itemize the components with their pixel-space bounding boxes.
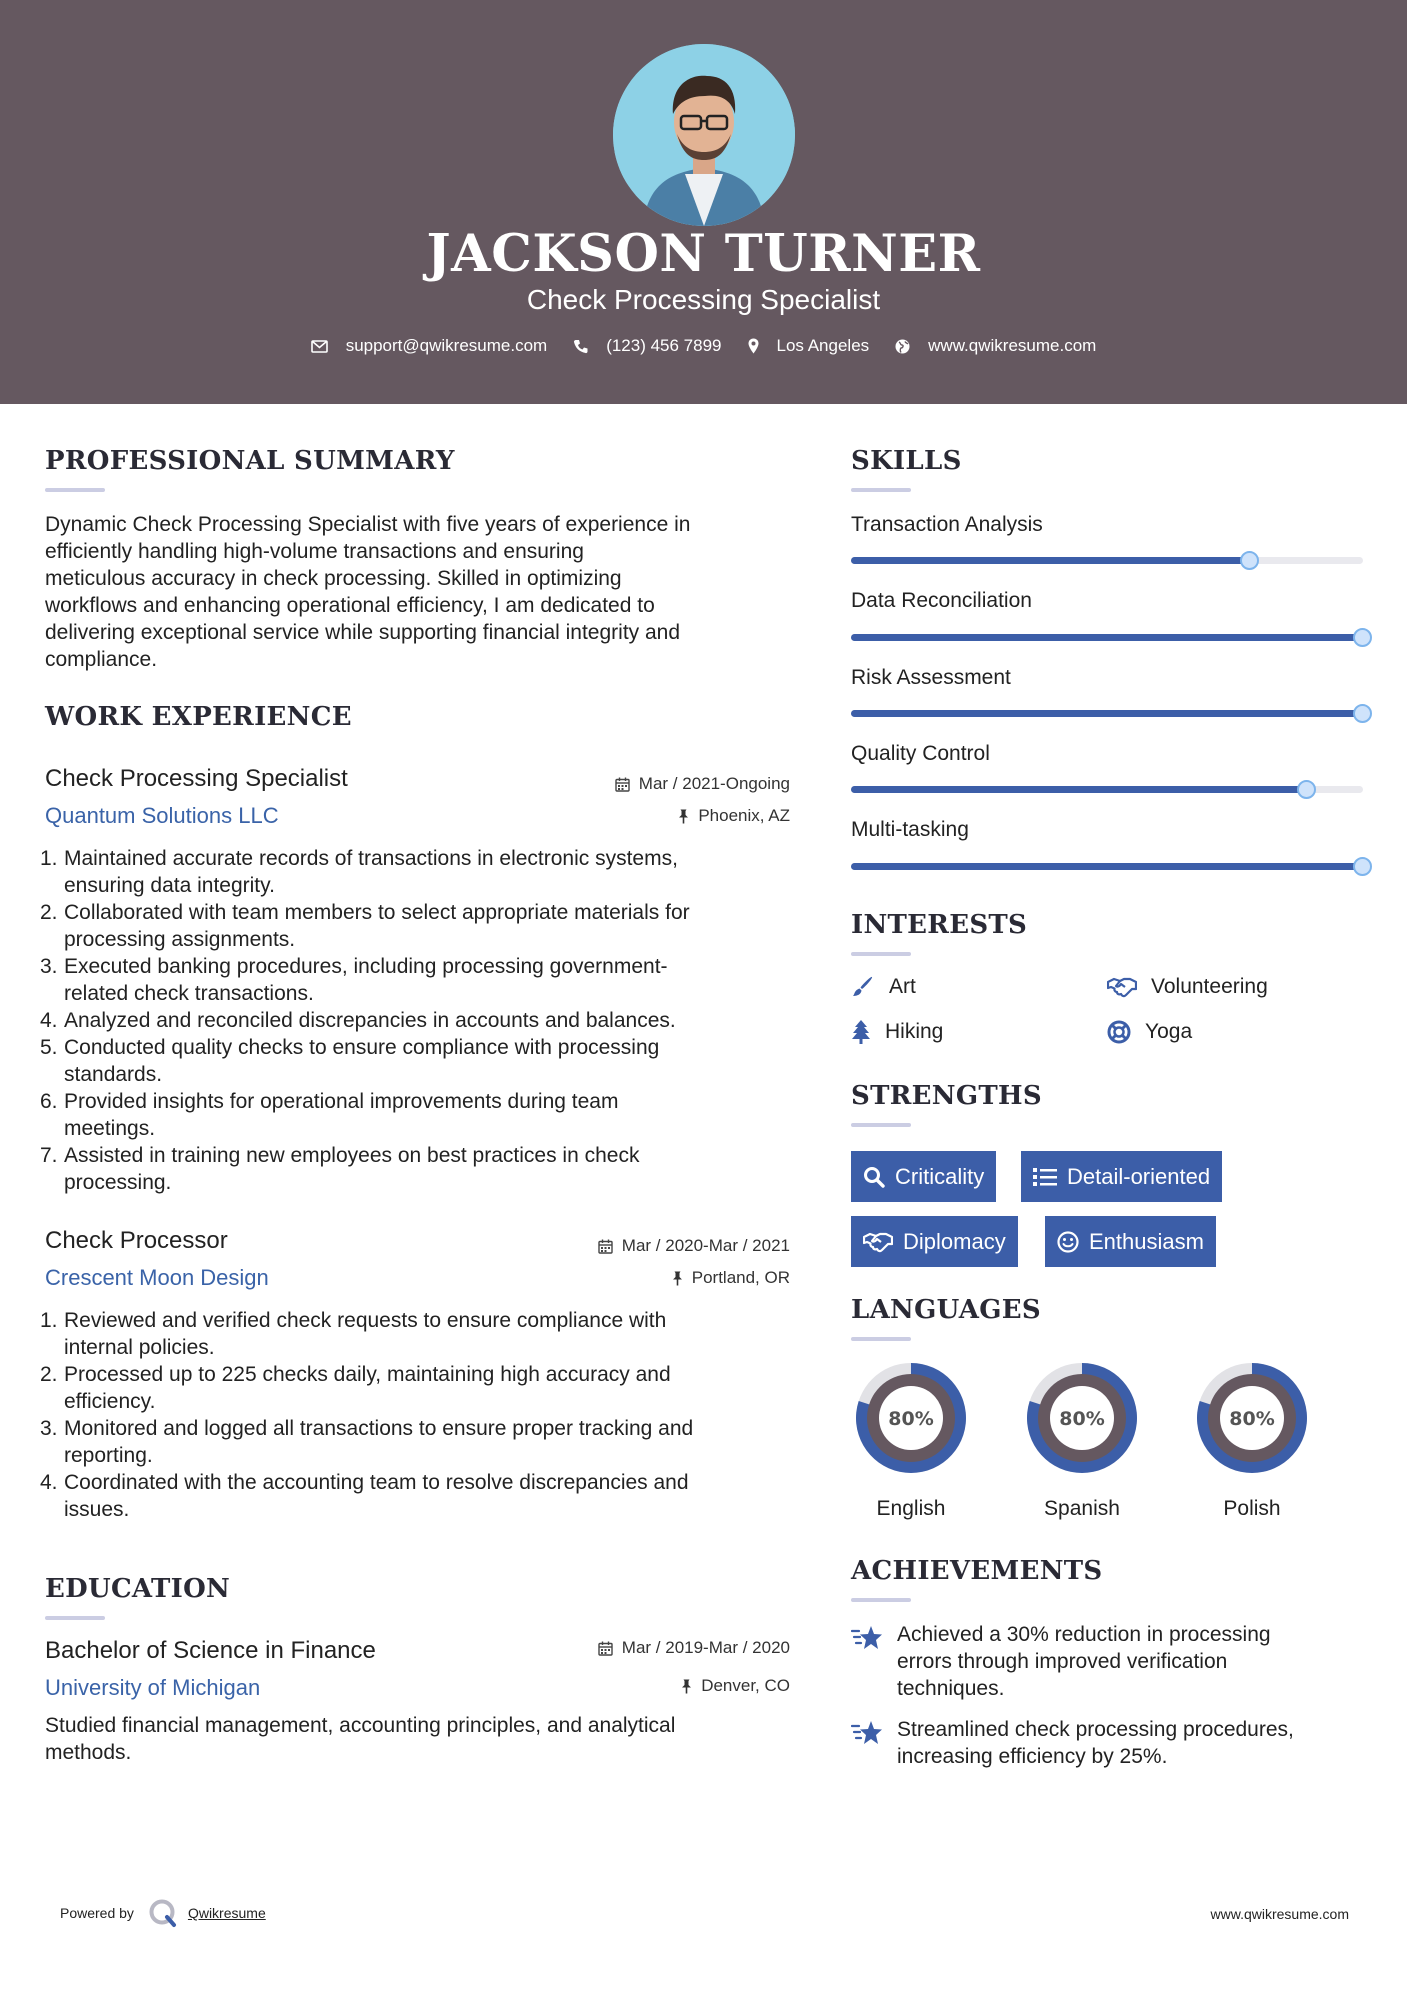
- language-name: Polish: [1223, 1497, 1281, 1520]
- profile-photo: [613, 44, 795, 226]
- summary-line: Dynamic Check Processing Specialist with five years of experience in: [45, 513, 691, 536]
- list-number: 1.: [40, 1309, 58, 1332]
- language-percent: 80%: [888, 1408, 934, 1430]
- handshake-icon: [863, 1231, 893, 1253]
- achievement-line: increasing efficiency by 25%.: [897, 1745, 1168, 1768]
- skill-bar-knob: [1353, 704, 1372, 723]
- skill-bar: [851, 634, 1363, 641]
- search-icon: [863, 1166, 885, 1188]
- duty-line: Coordinated with the accounting team to resolve discrepancies and: [64, 1471, 689, 1494]
- list-number: 3.: [40, 955, 58, 978]
- interest-label: Art: [889, 975, 916, 998]
- skill-bar-knob: [1297, 780, 1316, 799]
- list-item: [40, 845, 795, 899]
- interest-item: [851, 975, 916, 999]
- contact-bar: [0, 336, 1407, 356]
- powered-by-label: Powered by: [60, 1905, 134, 1921]
- summary-line: compliance.: [45, 648, 158, 671]
- school-name: University of Michigan: [45, 1675, 261, 1700]
- strength-chip: [851, 1216, 1018, 1267]
- duty-line: standards.: [64, 1063, 163, 1086]
- contact-location: [748, 336, 870, 356]
- education-location-text: Denver, CO: [701, 1676, 790, 1695]
- strength-label: Diplomacy: [903, 1228, 1006, 1254]
- list-icon: [1033, 1167, 1057, 1187]
- paintbrush-icon: [851, 975, 875, 999]
- interest-label: Hiking: [885, 1020, 944, 1043]
- interests-heading: INTERESTS: [851, 910, 1028, 940]
- list-number: 3.: [40, 1417, 58, 1440]
- skill-bar-knob: [1240, 551, 1259, 570]
- duty-line: Provided insights for operational improvements during team: [64, 1090, 619, 1113]
- skill-bar-fill: [851, 786, 1307, 793]
- job-title: Check Processor: [45, 1227, 228, 1254]
- achievement-text: [897, 1621, 1271, 1702]
- skill-bar-fill: [851, 710, 1363, 717]
- education-location: [681, 1676, 790, 1696]
- language-name: English: [876, 1497, 946, 1520]
- list-number: 1.: [40, 847, 58, 870]
- tree-icon: [851, 1020, 871, 1044]
- skill-bar-fill: [851, 557, 1250, 564]
- handshake-icon: [1107, 976, 1137, 998]
- language-donut: [849, 1356, 973, 1480]
- skill-label: Multi-tasking: [851, 818, 969, 841]
- duty-line: Analyzed and reconciled discrepancies in accounts and balances.: [64, 1009, 676, 1032]
- education-description: [45, 1712, 795, 1766]
- qwikresume-link[interactable]: Qwikresume: [187, 1905, 266, 1921]
- education-heading: EDUCATION: [45, 1574, 231, 1604]
- skills-heading: SKILLS: [851, 446, 962, 476]
- summary-line: meticulous accuracy in check processing. Skilled in optimizing: [45, 567, 622, 590]
- language-name: Spanish: [1044, 1497, 1120, 1520]
- summary-heading: PROFESSIONAL SUMMARY: [45, 446, 455, 476]
- lifebuoy-icon: [1107, 1020, 1131, 1044]
- qwikresume-logo-icon: [148, 1898, 178, 1928]
- duty-line: Reviewed and verified check requests to ensure compliance with: [64, 1309, 667, 1332]
- list-number: 2.: [40, 901, 58, 924]
- achievements-underline: [851, 1598, 911, 1602]
- list-number: 4.: [40, 1009, 58, 1032]
- phone-icon: [573, 339, 588, 354]
- job-location: [672, 1268, 790, 1288]
- list-item: [40, 1007, 795, 1034]
- footer-website[interactable]: www.qwikresume.com: [1210, 1906, 1349, 1922]
- languages-underline: [851, 1337, 911, 1341]
- achievement-line: techniques.: [897, 1677, 1005, 1700]
- list-item: [40, 1415, 795, 1469]
- strength-chip: [1045, 1216, 1216, 1267]
- skill-bar: [851, 710, 1363, 717]
- calendar-icon: [598, 1239, 613, 1254]
- pushpin-icon: [681, 1679, 692, 1694]
- education-line: Studied financial management, accounting principles, and analytical: [45, 1714, 676, 1737]
- duty-line: efficiency.: [64, 1390, 156, 1413]
- calendar-icon: [598, 1641, 613, 1656]
- strength-chip: [1021, 1151, 1222, 1202]
- list-item: [40, 1088, 795, 1142]
- contact-email-text[interactable]: support@qwikresume.com: [345, 336, 548, 355]
- duty-line: ensuring data integrity.: [64, 874, 275, 897]
- strength-label: Criticality: [895, 1163, 985, 1189]
- envelope-icon: [311, 340, 328, 353]
- duty-line: related check transactions.: [64, 982, 314, 1005]
- language-item: [849, 1356, 973, 1521]
- language-percent: 80%: [1229, 1408, 1275, 1430]
- skill-label: Quality Control: [851, 742, 990, 765]
- duty-line: Assisted in training new employees on best practices in check: [64, 1144, 640, 1167]
- duty-line: Processed up to 225 checks daily, maintaining high accuracy and: [64, 1363, 671, 1386]
- skills-underline: [851, 488, 911, 492]
- duty-line: Executed banking procedures, including processing government-: [64, 955, 668, 978]
- duty-line: Conducted quality checks to ensure compliance with processing: [64, 1036, 660, 1059]
- contact-phone-text[interactable]: (123) 456 7899: [606, 336, 722, 355]
- list-item: [40, 1469, 795, 1523]
- person-portrait-icon: [613, 44, 795, 226]
- skill-bar: [851, 786, 1363, 793]
- list-number: 6.: [40, 1090, 58, 1113]
- education-dates: [598, 1638, 790, 1658]
- duty-line: Monitored and logged all transactions to ensure proper tracking and: [64, 1417, 694, 1440]
- duty-line: Collaborated with team members to select appropriate materials for: [64, 901, 690, 924]
- smile-icon: [1057, 1231, 1079, 1253]
- achievement-line: Streamlined check processing procedures,: [897, 1718, 1294, 1741]
- strength-label: Enthusiasm: [1089, 1228, 1204, 1254]
- candidate-name: JACKSON TURNER: [426, 224, 981, 284]
- job-duties: [40, 1307, 795, 1523]
- interest-item: [1107, 975, 1268, 999]
- strength-chip: [851, 1151, 996, 1202]
- language-donut: [1020, 1356, 1144, 1480]
- duty-line: internal policies.: [64, 1336, 215, 1359]
- job-dates: [598, 1236, 790, 1256]
- candidate-title: Check Processing Specialist: [526, 284, 881, 315]
- job-duties: [40, 845, 795, 1196]
- duty-line: reporting.: [64, 1444, 153, 1467]
- skill-bar: [851, 863, 1363, 870]
- degree-title: Bachelor of Science in Finance: [45, 1637, 376, 1664]
- calendar-icon: [615, 777, 630, 792]
- language-item: [1190, 1356, 1314, 1521]
- skill-label: Transaction Analysis: [851, 513, 1043, 536]
- star-award-icon: [851, 1720, 883, 1746]
- strength-label: Detail-oriented: [1067, 1163, 1211, 1189]
- interest-label: Volunteering: [1151, 975, 1268, 998]
- skill-label: Risk Assessment: [851, 666, 1011, 689]
- company-name: Quantum Solutions LLC: [45, 803, 279, 828]
- list-number: 4.: [40, 1471, 58, 1494]
- job-dates-text: Mar / 2020-Mar / 2021: [621, 1236, 790, 1255]
- skill-bar-knob: [1353, 628, 1372, 647]
- languages-heading: LANGUAGES: [851, 1295, 1041, 1325]
- experience-heading: WORK EXPERIENCE: [45, 702, 352, 732]
- job-dates-text: Mar / 2021-Ongoing: [638, 774, 790, 793]
- resume-header: [0, 0, 1407, 404]
- list-number: 2.: [40, 1363, 58, 1386]
- duty-line: meetings.: [64, 1117, 156, 1140]
- list-item: [40, 1142, 795, 1196]
- skill-bar: [851, 557, 1363, 564]
- achievement-line: Achieved a 30% reduction in processing: [897, 1623, 1271, 1646]
- list-item: [40, 899, 795, 953]
- strengths-underline: [851, 1123, 911, 1127]
- contact-website-text[interactable]: www.qwikresume.com: [928, 336, 1097, 355]
- summary-line: delivering exceptional service while supporting financial integrity and: [45, 621, 681, 644]
- education-dates-text: Mar / 2019-Mar / 2020: [621, 1638, 790, 1657]
- contact-phone[interactable]: [573, 336, 721, 356]
- interest-item: [851, 1020, 943, 1044]
- map-pin-icon: [748, 338, 759, 354]
- contact-email[interactable]: [311, 336, 548, 356]
- duty-line: processing assignments.: [64, 928, 296, 951]
- education-underline: [45, 1616, 105, 1620]
- pushpin-icon: [678, 809, 689, 824]
- summary-underline: [45, 488, 105, 492]
- job-location-text: Phoenix, AZ: [698, 806, 790, 825]
- achievement-item: [851, 1716, 1371, 1770]
- interest-label: Yoga: [1145, 1020, 1193, 1043]
- language-donut: [1190, 1356, 1314, 1480]
- achievement-item: [851, 1621, 1371, 1702]
- job-location: [678, 806, 790, 826]
- contact-website[interactable]: [895, 336, 1096, 356]
- job-dates: [615, 774, 790, 794]
- list-number: 5.: [40, 1036, 58, 1059]
- pushpin-icon: [672, 1271, 683, 1286]
- skill-bar-fill: [851, 863, 1363, 870]
- interests-underline: [851, 952, 911, 956]
- skill-bar-knob: [1353, 857, 1372, 876]
- summary-line: efficiently handling high-volume transactions and ensuring: [45, 540, 584, 563]
- education-line: methods.: [45, 1741, 132, 1764]
- achievement-line: errors through improved verification: [897, 1650, 1228, 1673]
- language-item: [1020, 1356, 1144, 1521]
- summary-line: workflows and enhancing operational efficiency, I am dedicated to: [45, 594, 655, 617]
- duty-line: issues.: [64, 1498, 130, 1521]
- list-item: [40, 1034, 795, 1088]
- globe-icon: [895, 339, 910, 354]
- skill-bar-fill: [851, 634, 1363, 641]
- list-number: 7.: [40, 1144, 58, 1167]
- duty-line: processing.: [64, 1171, 172, 1194]
- interest-item: [1107, 1020, 1192, 1044]
- list-item: [40, 1361, 795, 1415]
- company-name: Crescent Moon Design: [45, 1265, 269, 1290]
- language-percent: 80%: [1059, 1408, 1105, 1430]
- list-item: [40, 1307, 795, 1361]
- contact-location-text: Los Angeles: [776, 336, 870, 355]
- achievement-text: [897, 1716, 1294, 1770]
- star-award-icon: [851, 1625, 883, 1651]
- achievements-heading: ACHIEVEMENTS: [851, 1556, 1103, 1586]
- skill-label: Data Reconciliation: [851, 589, 1032, 612]
- job-title: Check Processing Specialist: [45, 765, 348, 792]
- list-item: [40, 953, 795, 1007]
- strengths-heading: STRENGTHS: [851, 1081, 1042, 1111]
- summary-text: [45, 511, 785, 673]
- footer-powered-by: [60, 1898, 266, 1928]
- duty-line: Maintained accurate records of transactions in electronic systems,: [64, 847, 678, 870]
- job-location-text: Portland, OR: [691, 1268, 790, 1287]
